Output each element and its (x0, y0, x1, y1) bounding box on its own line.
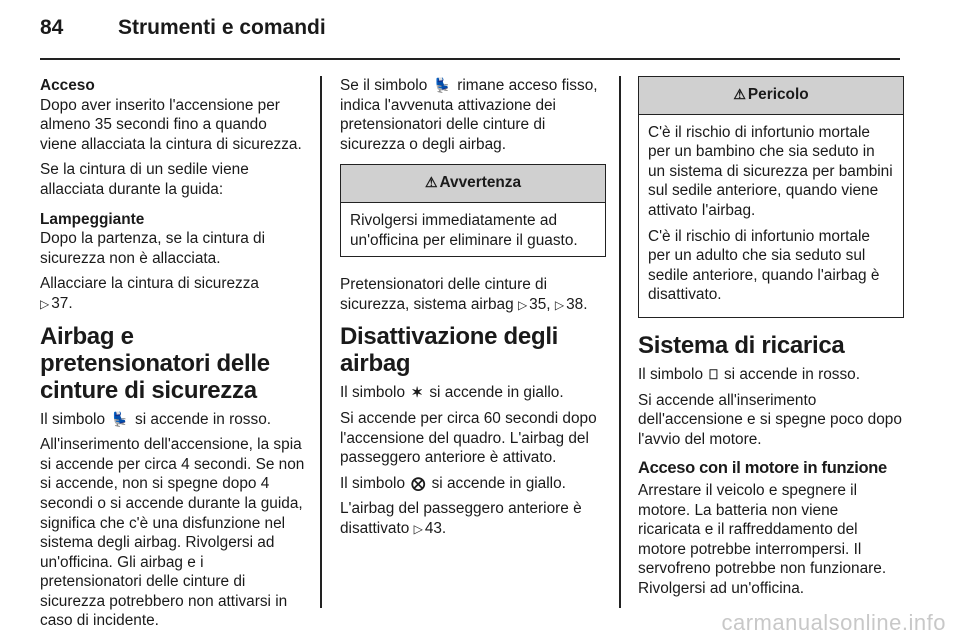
column-1 (40, 76, 306, 637)
airbag-warning-icon: 💺 (433, 77, 451, 93)
disattivazione-symbol-2 (340, 474, 606, 494)
symbol2-text-post: si accende in giallo. (431, 474, 566, 492)
page-title: Strumenti e comandi (118, 16, 326, 39)
pericolo-title: Pericolo (747, 86, 809, 103)
page-ref-link-38[interactable]: 38. (566, 295, 588, 313)
pretensionatori-paragraph (340, 275, 606, 315)
pericolo-paragraph-1: C'è il rischio di infortunio mortale per un bambino che sia seduto in un sistema di sicurezza per bambini sul sedile anteriore, quando viene attivato l'airbag. (648, 123, 893, 219)
acceso-label: Acceso (40, 77, 95, 94)
page-ref-arrow-icon: ▷ (517, 297, 528, 312)
ricarica-text-post: si accende in rosso. (723, 365, 861, 383)
symbol2-text-pre: Il simbolo (340, 474, 406, 492)
avvertenza-box-header (341, 165, 605, 203)
column-divider-2 (619, 76, 621, 608)
symbol1-text-pre: Il simbolo (340, 384, 406, 402)
column-2 (340, 76, 606, 546)
page-header (40, 16, 326, 46)
section-heading-ricarica: Sistema di ricarica (638, 331, 845, 359)
pericolo-paragraph-2: C'è il rischio di infortunio mortale per un adulto che sia seduto sul sedile anteriore, quando l'airbag è disattivato. (648, 227, 880, 304)
acceso-paragraph-2: Se la cintura di un sedile viene allacciata durante la guida: (40, 161, 249, 198)
airbag-body-paragraph: All'inserimento dell'accensione, la spia si accende per circa 4 secondi. Se non si accende, non si spegne dopo 4 secondi o si accende durante la guida, significa che c'è una disfunzione nel sistema degli airbag. Rivolgersi ad un'officina. Gli airbag e i pretensionatori delle cinture di sicurezza potrebbero non attivarsi in caso di incidente. (40, 436, 305, 630)
page-ref-arrow-icon: ▷ (40, 296, 50, 311)
warning-triangle-icon: ⚠ (733, 86, 746, 102)
lampeggiante-paragraph-1: Dopo la partenza, se la cintura di sicurezza non è allacciata. (40, 230, 266, 267)
ricarica-text-pre: Il simbolo (638, 365, 704, 383)
avvertenza-box (340, 164, 606, 257)
pericolo-box-header (639, 77, 903, 115)
header-rule (40, 58, 900, 60)
subheading-motore-funzione: Acceso con il motore in funzione (638, 459, 887, 478)
page-ref-link-35[interactable]: 35, (529, 295, 551, 313)
acceso-paragraph-1: Dopo aver inserito l'accensione per almeno 35 secondi fino a quando viene allacciata la cintura di sicurezza. (40, 96, 302, 153)
page-ref-arrow-icon: ▷ (413, 521, 423, 536)
page-ref-arrow-icon: ▷ (554, 297, 565, 312)
ricarica-symbol-paragraph (638, 365, 904, 385)
fixed-text-post: rimane acceso fisso, indica l'avvenuta attivazione dei pretensionatori delle cinture di sicurezza o degli airbag. (340, 77, 598, 153)
pericolo-box (638, 76, 904, 318)
disattivazione-paragraph: Si accende per circa 60 secondi dopo l'accensione del quadro. L'airbag del passeggero anteriore è attivato. (340, 409, 597, 467)
column-3 (638, 76, 904, 604)
watermark: carmanualsonline.info (721, 610, 946, 635)
page-ref-link-43[interactable]: 43. (424, 519, 447, 537)
ricarica-paragraph: Si accende all'inserimento dell'accensione e si spegne poco dopo l'avvio del motore. (638, 391, 902, 448)
battery-icon: ⎕ (709, 365, 718, 382)
lampeggiante-text: Allacciare la cintura di sicurezza (40, 275, 259, 293)
page-ref-link[interactable]: 37. (51, 294, 73, 312)
airbag-symbol-text-post: si accende in rosso. (135, 410, 272, 428)
airbag-warning-icon: 💺 (111, 410, 129, 427)
disattivazione-symbol-1 (340, 383, 606, 403)
avvertenza-box-body: Rivolgersi immediatamente ad un'officina per eliminare il guasto. (350, 211, 578, 249)
lampeggiante-paragraph-2 (40, 274, 306, 314)
pericolo-box-body (639, 115, 903, 317)
symbol1-text-post: si accende in giallo. (429, 384, 564, 402)
avvertenza-title: Avvertenza (439, 174, 522, 192)
motore-funzione-paragraph: Arrestare il veicolo e spegnere il motore. La batteria non viene ricaricata e il raffreddamento del motore potrebbe interrompersi. Il servofreno potrebbe non funzionare. Rivolgersi ad un'officina. (638, 481, 887, 597)
section-heading-disattivazione: Disattivazione degli airbag (340, 323, 559, 378)
warning-triangle-icon: ⚠ (424, 174, 438, 191)
airbag-symbol-paragraph (40, 410, 306, 430)
disattivato-paragraph (340, 499, 606, 539)
lampeggiante-label: Lampeggiante (40, 210, 145, 228)
airbag-fixed-paragraph (340, 76, 606, 154)
column-divider-1 (320, 76, 322, 608)
pretensionatori-text: Pretensionatori delle cinture di sicurezza, sistema airbag (340, 276, 548, 313)
airbag-on-icon: ✶ (411, 384, 424, 401)
section-heading-airbag: Airbag e pretensionatori delle cinture di sicurezza (40, 322, 270, 404)
airbag-off-icon: ⨂ (411, 474, 426, 491)
airbag-symbol-text-pre: Il simbolo (40, 410, 106, 428)
page-number: 84 (40, 16, 64, 39)
fixed-text-pre: Se il simbolo (340, 77, 428, 94)
disattivato-text: L'airbag del passeggero anteriore è disattivato (340, 500, 582, 537)
